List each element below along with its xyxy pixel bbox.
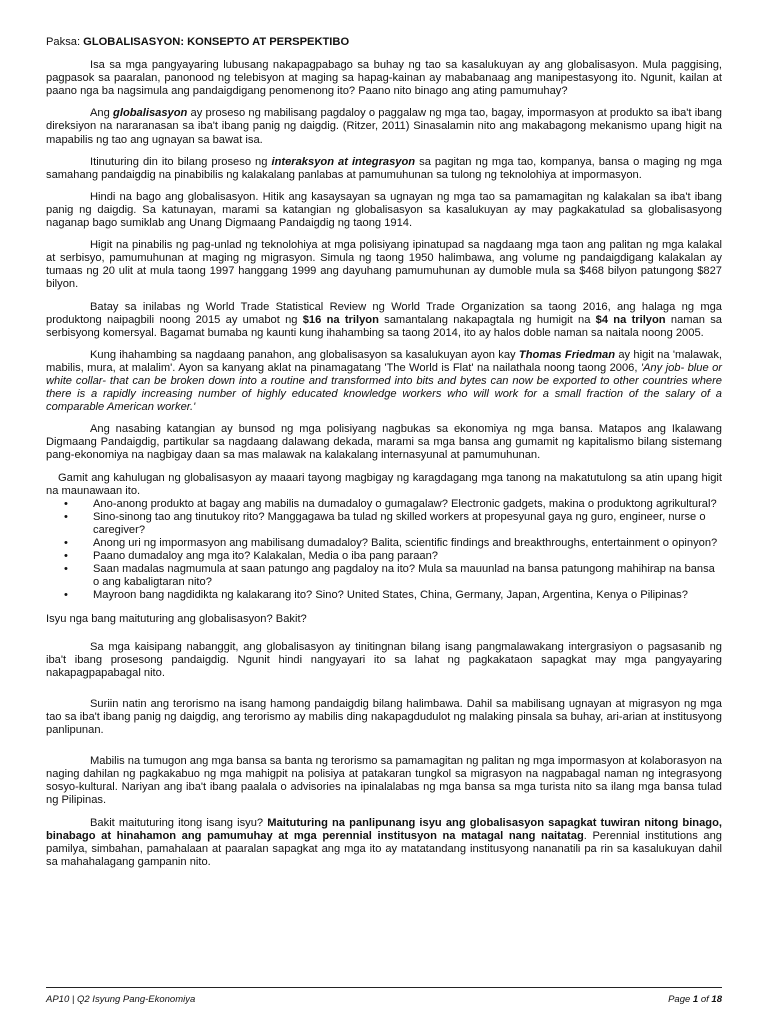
topic-title: GLOBALISASYON: KONSEPTO AT PERSPEKTIBO <box>83 36 350 48</box>
wto-text-e: naman sa serbisyong komersyal. Bagamat bumaba ng kaunti kung ihahambing sa taong 2014, ito ay halos doble naman sa naitala noong 2005. <box>46 313 722 339</box>
friedman-text-a: Kung ihahambing sa nagdaang panahon, ang globalisasyon sa kasalukuyan ayon kay <box>90 348 519 361</box>
footer-page-num: 1 <box>692 994 699 1005</box>
footer-of-label: of <box>698 994 712 1005</box>
list-item: • Paano dumadaloy ang mga ito? Kalakalan, Media o iba pang paraan? <box>46 550 722 563</box>
paragraph-terrorism: Suriin natin ang terorismo na isang hamong pandaigdig bilang halimbawa. Dahil sa mabilisang ugnayan at migrasyon ng mga tao sa iba't ibang panig ng daigdig, ang terorismo ay mabilis ding nakapagdudulot ng malaking pinsala sa buhay, ari-arian at institusyong panlipunan. <box>46 697 722 737</box>
page-footer <box>46 987 722 1005</box>
int-term: interaksyon at integrasyon <box>271 155 416 168</box>
answer-bold: Maituturing na panlipunang isyu ang globalisasyon sapagkat tuwiran nitong binago, binabago at hinahamon ang pamumuhay at mga perennial institusyon na matagal nang naitatag <box>46 816 723 842</box>
wto-text-c: samantalang nakapagtala ng humigit na <box>378 313 596 326</box>
footer-page-label: Page <box>668 994 693 1005</box>
paragraph-integration-view: Sa mga kaisipang nabanggit, ang globalisasyon ay tinitingnan bilang isang pangmalawakang intergrasiyon o pagsasanib ng iba't ibang prosesong pandaigdig. Ngunit hindi nangyayari ito sa lahat ng pagkakataon sapagkat may mga pangyayaring nakapagpapabagal nito. <box>46 640 722 679</box>
friedman-text-c: ay higit na 'malawak, mabilis, mura, at malalim'. Ayon sa kanyang aklat na pinamagatang 'The World is Flat' na nailathala noong taong 2006, <box>46 348 722 374</box>
paragraph-integration <box>46 156 722 182</box>
int-text-c: sa pagitan ng mga tao, kompanya, bansa o maging ng mga samahang pandaigdig na pinabibilis ng kalakalang panlabas at pamumuhunan sa tulong ng teknolohiya at impormasyon. <box>46 155 722 181</box>
list-item: • Anong uri ng impormasyon ang mabilisang dumadaloy? Balita, scientific findings and breakthroughs, entertainment o opinyon? <box>46 537 722 550</box>
answer-text-c: . Perennial institutions ang pamilya, simbahan, pamahalaan at paaralan sapagkat ang mga ito ay matatandang institusyong nananatili pa rin sa kasalukuyan dahil sa mahahalagang gampanin nito. <box>46 829 722 868</box>
footer-course: AP10 | Q2 Isyung Pang-Ekonomiya <box>46 994 196 1005</box>
wto-services-value: $4 na trilyon <box>595 313 666 326</box>
footer-page-total: 18 <box>711 994 722 1005</box>
document-page <box>46 36 722 869</box>
int-text-a: Itinuturing din ito bilang proseso ng <box>90 155 272 168</box>
paragraph-response: Mabilis na tumugon ang mga bansa sa banta ng terorismo sa pamamagitan ng palitan ng mga impormasyon at kolaborasyon na naging dahilan ng pagkakabuo ng mga mahigpit na polisiya at patakaran tungkol sa migrasyon na nagpabagal naman ng integrasyong sosyo-kultural. Nariyan ang iba't ibang paalala o advisories na ipinalalabas ng mga bansa sa mga turista nito sa ilang mga bansa tulad ng Pilipinas. <box>46 755 722 807</box>
list-item: • Mayroon bang nagdidikta ng kalakarang ito? Sino? United States, China, Germany, Japan, Argentina, Kenya o Pilipinas? <box>46 589 722 602</box>
paragraph-policies: Ang nasabing katangian ay bunsod ng mga polisiyang nagbukas sa ekonomiya ng mga bansa. Matapos ang Ikalawang Digmaang Pandaigdig, partikular sa nagdaang dalawang dekada, marami sa mga bansa ang gumamit ng kapitalismo bilang sistemang pang-ekonomiya na nagbigay daan sa mas malawak na kalakalang internasyunal at pamumuhunan. <box>46 423 722 462</box>
answer-text-a: Bakit maituturing itong isang isyu? <box>90 816 268 829</box>
def-text-c: ay proseso ng mabilisang pagdaloy o paggalaw ng mga tao, bagay, impormasyon at produkto sa iba't ibang direksiyon na nararanasan sa iba't ibang panig ng daigdig. (Ritzer, 2011) Sinasalamin nito ang makabagong mekanismo upang higit na mapabilis ng tao ang ugnayan sa bawat isa. <box>46 107 722 146</box>
paragraph-technology: Higit na pinabilis ng pag-unlad ng teknolohiya at mga polisiyang ipinatupad sa nagdaang mga taon ang palitan ng mga kalakal at serbisyo, pamumuhunan at maging ng migrasyon. Simula ng taong 1950 halimbawa, ang volume ng pandaigdigang kalakalan ay tumaas ng 20 ulit at mula taong 1997 hanggang 1999 ang dayuhang pamumuhunan ay dumoble mula sa $468 bilyon patungong $827 bilyon. <box>46 239 722 291</box>
paragraph-history: Hindi na bago ang globalisasyon. Hitik ang kasaysayan sa ugnayan ng mga tao sa pamamagitan ng kalakalan sa iba't ibang panig ng daigdig. Sa katunayan, marami sa katangian ng globalisasyon sa kasalukuyan ay may pagkakatulad sa globalisasyong naganap bago sumiklab ang Unang Digmaang Pandaigdig ng taong 1914. <box>46 190 722 230</box>
issue-question: Isyu nga bang maituturing ang globalisasyon? Bakit? <box>46 613 307 626</box>
wto-goods-value: $16 na trilyon <box>302 313 379 326</box>
questions-list <box>46 498 722 603</box>
wto-text-a: Batay sa inilabas ng World Trade Statistical Review ng World Trade Organization sa taong 2016, ang halaga ng mga produktong naipagbili noong 2015 ay umabot ng <box>46 300 722 326</box>
paragraph-definition <box>46 107 722 146</box>
topic-label: Paksa: <box>46 36 84 48</box>
paragraph-intro: Isa sa mga pangyayaring lubusang nakapagpabago sa buhay ng tao sa kasalukuyan ay ang globalisasyon. Mula paggising, pagpasok sa paaralan, panonood ng telebisyon at maging sa hapag-kainan ay mababanaag ang manipestasyong ito. Ngunit, kailan at paano nga ba nagsimula ang pandaigdigang penomenong ito? Paano nito binago ang ating pamumuhay? <box>46 59 722 98</box>
def-text-a: Ang <box>90 107 114 120</box>
list-item: • Sino-sinong tao ang tinutukoy rito? Manggagawa ba tulad ng skilled workers at propesyunal gaya ng guro, engineer, nurse o caregiver? <box>46 511 722 537</box>
def-term: globalisasyon <box>113 107 188 120</box>
paragraph-issue-answer <box>46 817 722 869</box>
paragraph-friedman <box>46 349 722 414</box>
footer-page-number <box>668 994 722 1005</box>
topic-line <box>46 36 722 49</box>
list-item: • Ano-anong produkto at bagay ang mabilis na dumadaloy o gumagalaw? Electronic gadgets, makina o produktong agrikultural? <box>46 498 722 511</box>
friedman-quote: 'Any job- blue or white collar- that can be broken down into a routine and transformed into bits and bytes can now be exported to other countries where there is a rapidly increasing number of highly educated knowledge workers who will work for a small fraction of the salary of a comparable American worker.' <box>46 361 722 414</box>
list-item: • Saan madalas nagmumula at saan patungo ang pagdaloy na ito? Mula sa mauunlad na bansa patungong mahihirap na bansa o ang kabaligtaran nito? <box>46 563 722 589</box>
paragraph-questions-intro: Gamit ang kahulugan ng globalisasyon ay maaari tayong magbigay ng karagdagang mga tanong na makatutulong sa atin upang higit na maunawaan ito. <box>46 471 722 497</box>
paragraph-wto <box>46 301 722 340</box>
friedman-name: Thomas Friedman <box>518 348 616 361</box>
